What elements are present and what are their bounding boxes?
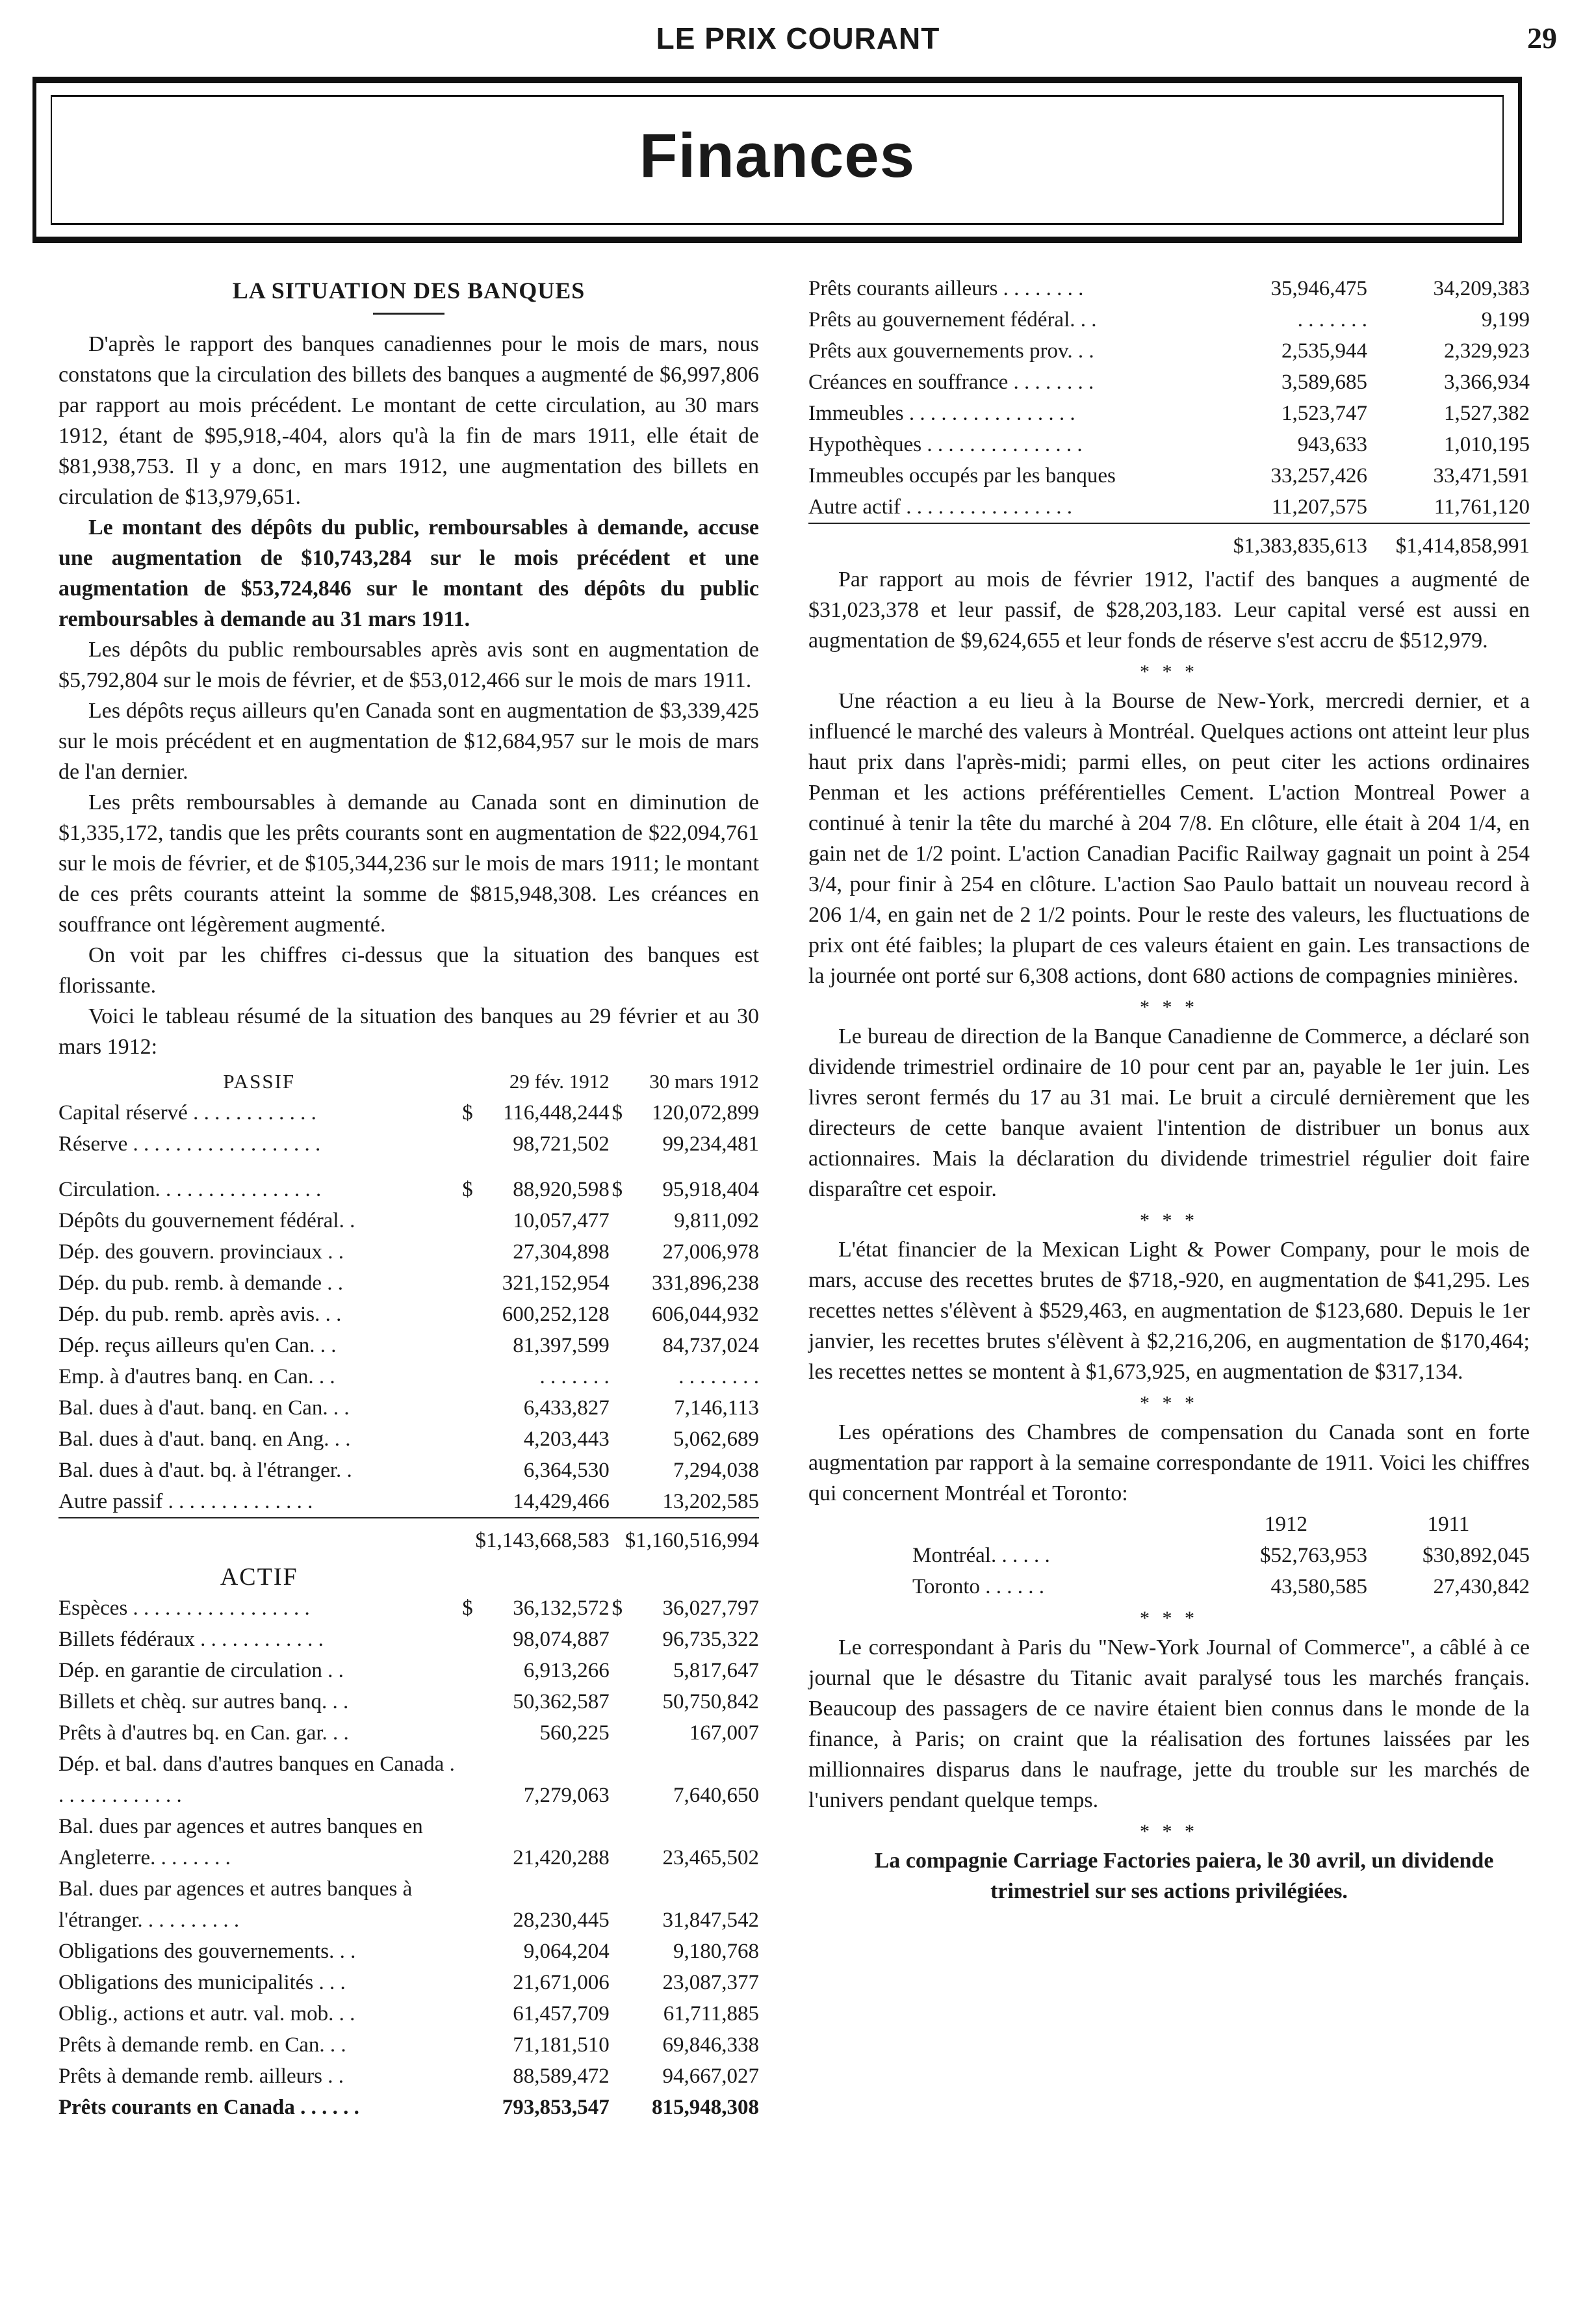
actif-title: ACTIF bbox=[220, 1563, 298, 1591]
table-cell: 6,913,266 bbox=[523, 1659, 610, 1682]
table-cell: 5,817,647 bbox=[673, 1659, 759, 1682]
table-cell: Emp. à d'autres banq. en Can. . . bbox=[58, 1365, 335, 1388]
table-cell: Capital réservé . . . . . . . . . . . . bbox=[58, 1101, 316, 1125]
table-cell: 10,057,477 bbox=[513, 1209, 610, 1232]
table-cell bbox=[460, 1205, 476, 1236]
table-cell: Prêts courants ailleurs . . . . . . . . bbox=[808, 277, 1084, 300]
table-row bbox=[58, 2092, 759, 2123]
table-cell: 99,234,481 bbox=[662, 1132, 759, 1156]
right-column bbox=[808, 273, 1530, 1907]
table-cell bbox=[460, 1749, 476, 1811]
table-cell: Dép. reçus ailleurs qu'en Can. . . bbox=[58, 1334, 337, 1357]
column-header-feb: 29 fév. 1912 bbox=[509, 1070, 610, 1093]
table-cell: $1,143,668,583 bbox=[476, 1518, 610, 1556]
table-cell: 13,202,585 bbox=[662, 1490, 759, 1513]
table-cell bbox=[610, 1655, 625, 1686]
table-cell: 50,362,587 bbox=[513, 1690, 610, 1713]
table-cell bbox=[610, 1455, 625, 1486]
table-cell: 9,811,092 bbox=[674, 1209, 759, 1232]
table-cell bbox=[610, 1486, 625, 1518]
table-row bbox=[58, 1686, 759, 1717]
table-cell: 7,640,650 bbox=[673, 1784, 759, 1807]
article-heading: LA SITUATION DES BANQUES bbox=[232, 278, 586, 304]
table-cell: 33,471,591 bbox=[1433, 464, 1530, 488]
passif-title: PASSIF bbox=[223, 1070, 296, 1093]
article-paragraph: D'après le rapport des banques canadiennes pour le mois de mars, nous constatons que la circulation des billets des banques a augmenté de $6,997,806 par rapport au mois précédent. Le montant de cette circulation, au 30 mars 1912, étant de $95,918,-404, alors qu'à la fin de mars 1911, elle était de $81,938,753. Il y a donc, en mars 1912, une augmentation des billets en circulation de $13,979,651. bbox=[58, 332, 759, 509]
table-row bbox=[58, 1717, 759, 1749]
table-row bbox=[808, 335, 1530, 367]
table-cell bbox=[610, 1236, 625, 1268]
article-paragraph: Les prêts remboursables à demande au Canada sont en diminution de $1,335,172, tandis que les prêts courants sont en augmentation de $22,094,761 sur le mois de février, et de $105,344,236 sur le mois de mars 1911; le montant de ces prêts courants atteint la somme de $815,948,308. Les créances en souffrance ont légèrement augmenté. bbox=[58, 790, 759, 937]
table-cell: 28,230,445 bbox=[513, 1908, 610, 1932]
table-cell: 36,132,572 bbox=[513, 1596, 610, 1620]
running-title: LE PRIX COURANT bbox=[656, 21, 940, 55]
table-cell: Dép. et bal. dans d'autres banques en Canada . . . . . . . . . . . . . bbox=[58, 1752, 455, 1807]
table-cell: $ bbox=[611, 1596, 623, 1620]
table-row bbox=[58, 1268, 759, 1299]
table-cell: 98,074,887 bbox=[513, 1628, 610, 1651]
table-cell: Prêts aux gouvernements prov. . . bbox=[808, 339, 1094, 363]
table-cell bbox=[610, 1717, 625, 1749]
table-cell: 84,737,024 bbox=[662, 1334, 759, 1357]
table-cell bbox=[610, 1205, 625, 1236]
table-cell bbox=[460, 1361, 476, 1392]
table-row bbox=[808, 429, 1530, 460]
table-row bbox=[808, 1540, 1530, 1571]
table-cell: 69,846,338 bbox=[662, 2033, 759, 2057]
table-cell: 34,209,383 bbox=[1433, 277, 1530, 300]
table-cell: 1,010,195 bbox=[1444, 433, 1530, 456]
table-cell bbox=[610, 1811, 625, 1873]
table-cell bbox=[610, 1873, 625, 1936]
table-cell: 81,397,599 bbox=[513, 1334, 610, 1357]
table-cell: Réserve . . . . . . . . . . . . . . . . . . bbox=[58, 1132, 321, 1156]
table-cell bbox=[460, 1455, 476, 1486]
table-cell: Circulation. . . . . . . . . . . . . . . . bbox=[58, 1178, 322, 1201]
clearing-year: 1911 bbox=[1427, 1513, 1470, 1536]
table-cell: $52,763,953 bbox=[1260, 1544, 1367, 1567]
table-cell: 23,087,377 bbox=[662, 1971, 759, 1994]
table-row bbox=[808, 460, 1530, 491]
table-cell bbox=[460, 1299, 476, 1330]
table-cell bbox=[460, 1717, 476, 1749]
table-cell: 7,146,113 bbox=[674, 1396, 759, 1420]
table-cell: Espèces . . . . . . . . . . . . . . . . . bbox=[58, 1596, 310, 1620]
table-cell: Prêts à demande remb. en Can. . . bbox=[58, 2033, 346, 2057]
table-row bbox=[808, 491, 1530, 523]
table-cell bbox=[610, 1424, 625, 1455]
table-row bbox=[58, 1097, 759, 1128]
heading-rule bbox=[373, 313, 444, 315]
table-cell: 560,225 bbox=[539, 1721, 610, 1745]
table-cell bbox=[610, 1299, 625, 1330]
table-cell: 7,279,063 bbox=[523, 1784, 610, 1807]
table-cell: 9,180,768 bbox=[673, 1940, 759, 1963]
table-row bbox=[808, 304, 1530, 335]
page-header bbox=[39, 18, 1557, 64]
table-cell: $ bbox=[462, 1101, 473, 1125]
table-cell: Dép. du pub. remb. à demande . . bbox=[58, 1271, 344, 1295]
table-cell: 5,062,689 bbox=[673, 1427, 759, 1451]
article-paragraph: Le bureau de direction de la Banque Canadienne de Commerce, a déclaré son dividende trimestriel ordinaire de 10 pour cent par an, payable le 1er juin. Les livres seront fermés du 17 au 31 mai. Le bruit a circulé dernièrement que les directeurs de cette banque avaient l'intention de distribuer un bonus aux actionnaires. Mais la déclaration du dividende trimestriel régulier doit faire disparaître cet espoir. bbox=[808, 1024, 1530, 1201]
table-row bbox=[58, 1455, 759, 1486]
banner-inner-frame bbox=[51, 95, 1504, 225]
table-cell bbox=[610, 1998, 625, 2029]
table-row bbox=[58, 1424, 759, 1455]
table-cell: 31,847,542 bbox=[662, 1908, 759, 1932]
table-cell bbox=[460, 2092, 476, 2123]
clearing-year: 1912 bbox=[1265, 1513, 1307, 1536]
table-cell: Bal. dues à d'aut. banq. en Ang. . . bbox=[58, 1427, 351, 1451]
table-row bbox=[58, 1392, 759, 1424]
table-cell: Dépôts du gouvernement fédéral. . bbox=[58, 1209, 355, 1232]
bank-statement-table bbox=[58, 1066, 759, 2123]
table-cell: 2,329,923 bbox=[1444, 339, 1530, 363]
table-cell: 61,711,885 bbox=[663, 2002, 759, 2025]
table-cell bbox=[460, 1128, 476, 1160]
table-cell: 88,589,472 bbox=[513, 2064, 610, 2088]
table-cell: 1,523,747 bbox=[1281, 402, 1367, 425]
table-cell bbox=[460, 2029, 476, 2061]
table-cell: Obligations des municipalités . . . bbox=[58, 1971, 346, 1994]
table-cell: $ bbox=[462, 1178, 473, 1201]
table-cell: 943,633 bbox=[1297, 433, 1367, 456]
table-cell bbox=[460, 1998, 476, 2029]
asterism: * * * bbox=[1140, 1821, 1198, 1842]
table-cell: 11,207,575 bbox=[1271, 495, 1367, 519]
table-cell: 71,181,510 bbox=[513, 2033, 610, 2057]
table-cell: 1,527,382 bbox=[1444, 402, 1530, 425]
asterism: * * * bbox=[1140, 1392, 1198, 1414]
table-cell: Prêts courants en Canada . . . . . . bbox=[58, 2096, 359, 2119]
table-cell: Bal. dues par agences et autres banques à l'étranger. . . . . . . . . . bbox=[58, 1877, 413, 1932]
actif-title-row bbox=[58, 1556, 759, 1593]
table-cell: Immeubles occupés par les banques bbox=[808, 464, 1116, 488]
table-row bbox=[58, 2029, 759, 2061]
table-cell bbox=[610, 1624, 625, 1655]
table-row bbox=[58, 2061, 759, 2092]
table-cell bbox=[460, 1392, 476, 1424]
table-cell: Montréal. . . . . . bbox=[912, 1544, 1050, 1567]
table-cell: 21,420,288 bbox=[513, 1846, 610, 1869]
table-cell: 61,457,709 bbox=[513, 2002, 610, 2025]
table-cell bbox=[460, 1268, 476, 1299]
table-cell bbox=[610, 1361, 625, 1392]
table-cell: Toronto . . . . . . bbox=[912, 1575, 1045, 1598]
article-paragraph: Le montant des dépôts du public, remboursables à demande, accuse une augmentation de $10,743,284 sur le mois précédent et une augmentation de $53,724,846 sur le montant des dépôts du public remboursables à demande au 31 mars 1911. bbox=[58, 515, 759, 631]
table-cell: $ bbox=[462, 1596, 473, 1620]
left-column bbox=[58, 273, 759, 2123]
article-paragraph: L'état financier de la Mexican Light & Power Company, pour le mois de mars, accuse des recettes brutes de $718,-920, en augmentation de $41,295. Les recettes nettes s'élèvent à $529,463, en augmentation de $123,680. Depuis le 1er janvier, les recettes brutes s'élèvent à $2,216,206, en augmentation de $170,464; les recettes nettes se montent à $1,673,925, en augmentation de $317,134. bbox=[808, 1238, 1530, 1384]
table-row bbox=[58, 1624, 759, 1655]
table-cell: 27,304,898 bbox=[513, 1240, 610, 1264]
table-cell: 793,853,547 bbox=[502, 2096, 610, 2119]
table-cell: 11,761,120 bbox=[1434, 495, 1530, 519]
table-cell: $1,383,835,613 bbox=[1205, 523, 1367, 562]
table-cell bbox=[460, 1424, 476, 1455]
table-cell bbox=[460, 1486, 476, 1518]
article-paragraph: Voici le tableau résumé de la situation des banques au 29 février et au 30 mars 1912: bbox=[58, 1004, 759, 1059]
table-row bbox=[58, 1967, 759, 1998]
table-cell: Oblig., actions et autr. val. mob. . . bbox=[58, 2002, 355, 2025]
article-paragraph: Une réaction a eu lieu à la Bourse de New-York, mercredi dernier, et a influencé le marché des valeurs à Montréal. Quelques actions ont atteint leur plus haut prix dans l'après-midi; parmi elles, on peut citer les actions ordinaires Penman et les actions préférentielles Cement. L'action Montreal Power a continué à tenir la tête du marché à 204 7/8. En clôture, elle était à 204 1/4, en gain net de 1/2 point. L'action Canadian Pacific Railway gagnait un point à 254 3/4, pour finir à 254 en clôture. L'action Sao Paulo battait un nouveau record à 206 1/4, en gain net de 2 1/2 points. Pour le reste des valeurs, les fluctuations de prix ont été faibles; la plupart de ces valeurs étaient en gain. Les transactions de la journée ont porté sur 6,308 actions, dont 680 actions de compagnies minières. bbox=[808, 689, 1530, 988]
asterism: * * * bbox=[1140, 996, 1198, 1018]
table-cell: Prêts à demande remb. ailleurs . . bbox=[58, 2064, 344, 2088]
table-row bbox=[58, 1486, 759, 1518]
table-cell: 331,896,238 bbox=[652, 1271, 759, 1295]
table-row bbox=[58, 1236, 759, 1268]
table-cell bbox=[460, 2061, 476, 2092]
actif-total-row bbox=[808, 523, 1530, 562]
table-cell bbox=[610, 1330, 625, 1361]
table-row bbox=[58, 1936, 759, 1967]
table-cell: 321,152,954 bbox=[502, 1271, 610, 1295]
table-cell: 167,007 bbox=[689, 1721, 759, 1745]
table-row bbox=[58, 1128, 759, 1160]
table-cell: 36,027,797 bbox=[662, 1596, 759, 1620]
article-paragraph: Les dépôts du public remboursables après avis sont en augmentation de $5,792,804 sur le mois de février, et de $53,012,466 sur le mois de mars 1911. bbox=[58, 638, 759, 692]
table-cell: 35,946,475 bbox=[1270, 277, 1367, 300]
table-cell: 88,920,598 bbox=[513, 1178, 610, 1201]
table-cell bbox=[460, 1236, 476, 1268]
table-cell bbox=[610, 1128, 625, 1160]
table-cell: 2,535,944 bbox=[1281, 339, 1367, 363]
column-header-mar: 30 mars 1912 bbox=[649, 1070, 759, 1093]
table-row bbox=[58, 1655, 759, 1686]
article-paragraph: Par rapport au mois de février 1912, l'actif des banques a augmenté de $31,023,378 et leur passif, de $28,203,183. Leur capital versé est aussi en augmentation de $9,624,655 et leur fonds de réserve s'est accru de $512,979. bbox=[808, 567, 1530, 653]
table-cell: 21,671,006 bbox=[513, 1971, 610, 1994]
table-cell: 27,006,978 bbox=[662, 1240, 759, 1264]
table-row bbox=[808, 367, 1530, 398]
table-cell: 4,203,443 bbox=[523, 1427, 610, 1451]
table-cell: $1,160,516,994 bbox=[625, 1518, 759, 1556]
table-cell: Bal. dues à d'aut. banq. en Can. . . bbox=[58, 1396, 350, 1420]
article-paragraph: On voit par les chiffres ci-dessus que la situation des banques est florissante. bbox=[58, 943, 759, 998]
table-cell: Bal. dues par agences et autres banques en Angleterre. . . . . . . . bbox=[58, 1815, 423, 1869]
table-row bbox=[58, 1205, 759, 1236]
article-paragraph: Les opérations des Chambres de compensation du Canada sont en forte augmentation par rapport à la semaine correspondante de 1911. Voici les chiffres qui concernent Montréal et Toronto: bbox=[808, 1420, 1530, 1505]
table-cell: 94,667,027 bbox=[662, 2064, 759, 2088]
table-cell: Hypothèques . . . . . . . . . . . . . . . bbox=[808, 433, 1083, 456]
table-cell bbox=[460, 1686, 476, 1717]
clearing-house-table bbox=[808, 1509, 1530, 1602]
table-cell bbox=[610, 1392, 625, 1424]
table-cell: Autre passif . . . . . . . . . . . . . . bbox=[58, 1490, 313, 1513]
passif-total-row bbox=[58, 1518, 759, 1556]
table-cell: Bal. dues à d'aut. bq. à l'étranger. . bbox=[58, 1459, 352, 1482]
table-cell: $ bbox=[611, 1101, 623, 1125]
table-cell: Dép. du pub. remb. après avis. . . bbox=[58, 1303, 342, 1326]
table-row bbox=[58, 1174, 759, 1205]
table-cell: 6,433,827 bbox=[523, 1396, 610, 1420]
table-cell: 23,465,502 bbox=[662, 1846, 759, 1869]
table-cell bbox=[610, 1268, 625, 1299]
table-row bbox=[808, 398, 1530, 429]
table-row bbox=[58, 1873, 759, 1936]
table-row bbox=[808, 273, 1530, 304]
table-cell: Dép. en garantie de circulation . . bbox=[58, 1659, 344, 1682]
table-cell: Dép. des gouvern. provinciaux . . bbox=[58, 1240, 344, 1264]
table-cell bbox=[460, 1936, 476, 1967]
table-row bbox=[58, 1998, 759, 2029]
table-cell: 600,252,128 bbox=[502, 1303, 610, 1326]
article-paragraph: Les dépôts reçus ailleurs qu'en Canada sont en augmentation de $3,339,425 sur le mois précédent et en augmentation de $12,684,957 sur le mois de mars de l'an dernier. bbox=[58, 699, 759, 784]
table-cell: Autre actif . . . . . . . . . . . . . . . . bbox=[808, 495, 1073, 519]
table-row bbox=[58, 1299, 759, 1330]
table-cell: $1,414,858,991 bbox=[1367, 523, 1530, 562]
table-cell: 6,364,530 bbox=[523, 1459, 610, 1482]
table-cell bbox=[460, 1655, 476, 1686]
table-cell: . . . . . . . bbox=[1297, 308, 1367, 332]
asterism: * * * bbox=[1140, 1210, 1198, 1231]
table-cell bbox=[460, 1330, 476, 1361]
table-cell: Prêts à d'autres bq. en Can. gar. . . bbox=[58, 1721, 349, 1745]
table-cell: 606,044,932 bbox=[652, 1303, 759, 1326]
table-cell: . . . . . . . bbox=[539, 1365, 610, 1388]
table-cell: 33,257,426 bbox=[1270, 464, 1367, 488]
table-cell: Prêts au gouvernement fédéral. . . bbox=[808, 308, 1097, 332]
table-cell: Obligations des gouvernements. . . bbox=[58, 1940, 356, 1963]
table-row bbox=[58, 1811, 759, 1873]
table-cell: 120,072,899 bbox=[652, 1101, 759, 1125]
table-cell bbox=[460, 1624, 476, 1655]
table-cell bbox=[610, 2092, 625, 2123]
table-cell: $30,892,045 bbox=[1422, 1544, 1530, 1567]
table-cell: 3,589,685 bbox=[1281, 371, 1367, 394]
table-cell: 7,294,038 bbox=[673, 1459, 759, 1482]
table-cell bbox=[610, 1686, 625, 1717]
article-paragraph: Le correspondant à Paris du "New-York Journal of Commerce", a câblé à ce journal que le désastre du Titanic avait paralysé tous les marchés français. Beaucoup des passagers de ce navire étaient bien connus dans le monde de la finance, à Paris; on craint que la réalisation des fortunes laissées par les millionnaires disparus dans le naufrage, jette du trouble sur les marchés de l'univers pendant quelque temps. bbox=[808, 1635, 1530, 1812]
table-cell: 96,735,322 bbox=[662, 1628, 759, 1651]
bank-statement-table-continued bbox=[808, 273, 1530, 562]
table-row bbox=[58, 1593, 759, 1624]
table-row bbox=[58, 1330, 759, 1361]
table-row bbox=[58, 1749, 759, 1811]
section-banner bbox=[32, 77, 1522, 243]
table-cell: 50,750,842 bbox=[662, 1690, 759, 1713]
table-cell: 43,580,585 bbox=[1270, 1575, 1367, 1598]
table-cell: Billets fédéraux . . . . . . . . . . . . bbox=[58, 1628, 324, 1651]
table-cell: Immeubles . . . . . . . . . . . . . . . . bbox=[808, 402, 1075, 425]
table-header-row bbox=[58, 1066, 759, 1097]
table-cell: 9,199 bbox=[1481, 308, 1530, 332]
asterism: * * * bbox=[1140, 661, 1198, 683]
table-cell: 815,948,308 bbox=[652, 2096, 759, 2119]
table-row bbox=[808, 1571, 1530, 1602]
table-cell: 98,721,502 bbox=[513, 1132, 610, 1156]
table-cell: Créances en souffrance . . . . . . . . bbox=[808, 371, 1094, 394]
final-notice: La compagnie Carriage Factories paiera, le 30 avril, un dividende trimestriel sur ses actions privilégiées. bbox=[874, 1849, 1494, 1903]
asterism: * * * bbox=[1140, 1608, 1198, 1629]
table-cell bbox=[460, 1811, 476, 1873]
table-cell bbox=[610, 1936, 625, 1967]
table-cell bbox=[460, 1873, 476, 1936]
table-cell bbox=[460, 1967, 476, 1998]
section-title: Finances bbox=[639, 121, 916, 190]
table-cell: $ bbox=[611, 1178, 623, 1201]
table-cell bbox=[610, 1749, 625, 1811]
table-cell: . . . . . . . . bbox=[678, 1365, 759, 1388]
page-number: 29 bbox=[1527, 21, 1557, 55]
table-row bbox=[58, 1361, 759, 1392]
table-cell bbox=[610, 2061, 625, 2092]
table-cell: Billets et chèq. sur autres banq. . . bbox=[58, 1690, 349, 1713]
table-cell bbox=[610, 1967, 625, 1998]
table-cell: 14,429,466 bbox=[513, 1490, 610, 1513]
table-cell: 95,918,404 bbox=[662, 1178, 759, 1201]
table-cell: 3,366,934 bbox=[1444, 371, 1530, 394]
table-cell: 116,448,244 bbox=[502, 1101, 610, 1125]
table-cell: 9,064,204 bbox=[523, 1940, 610, 1963]
table-cell bbox=[610, 2029, 625, 2061]
clearing-header-row bbox=[808, 1509, 1530, 1540]
table-cell: 27,430,842 bbox=[1433, 1575, 1530, 1598]
